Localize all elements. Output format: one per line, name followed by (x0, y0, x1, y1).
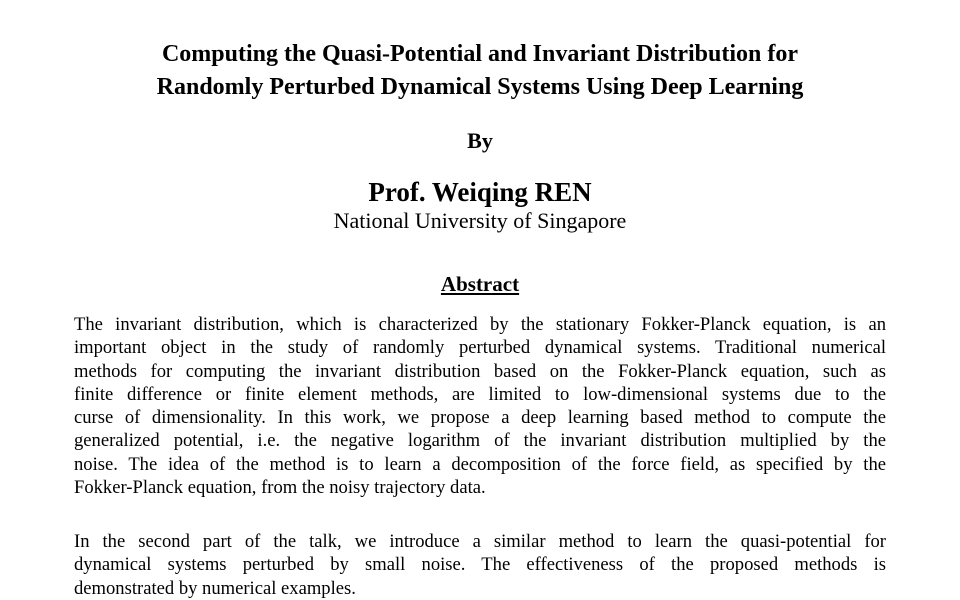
abstract-heading (0, 271, 960, 297)
title-line-1: Computing the Quasi-Potential and Invariant Distribution for (161, 41, 799, 67)
title-line-2: Randomly Perturbed Dynamical Systems Using Deep Learning (156, 74, 804, 100)
speaker-affiliation: National University of Singapore (333, 208, 627, 233)
speaker-name: Prof. Weiqing REN (368, 177, 592, 207)
paragraph-line: generalized potential, i.e. the negative logarithm of the invariant distribution multiplied by the (74, 430, 886, 452)
paragraph-line: Fokker-Planck equation, from the noisy trajectory data. (74, 477, 486, 499)
paragraph-line: dynamical systems perturbed by small noise. The effectiveness of the proposed methods is (74, 554, 886, 576)
abstract-paragraph-2 (74, 530, 886, 600)
paragraph-line: methods for computing the invariant distribution based on the Fokker-Planck equation, such as (74, 360, 886, 382)
paragraph-line: finite difference or finite element methods, are limited to low-dimensional systems due to the (74, 383, 886, 405)
document-title (60, 38, 900, 104)
paragraph-line: demonstrated by numerical examples. (74, 577, 356, 599)
by-label: By (467, 128, 493, 153)
paragraph-line: important object in the study of randomly perturbed dynamical systems. Traditional numerical (74, 337, 886, 359)
paragraph-line: The invariant distribution, which is characterized by the stationary Fokker-Planck equation, is an (74, 314, 886, 335)
abstract-paragraph-1 (74, 313, 886, 499)
paragraph-line: In the second part of the talk, we introduce a similar method to learn the quasi-potential for (74, 531, 886, 552)
paragraph-line: curse of dimensionality. In this work, we propose a deep learning based method to compute the (74, 407, 886, 429)
paragraph-line: noise. The idea of the method is to learn a decomposition of the force field, as specified by the (74, 453, 886, 475)
abstract-heading-text: Abstract (440, 272, 520, 296)
